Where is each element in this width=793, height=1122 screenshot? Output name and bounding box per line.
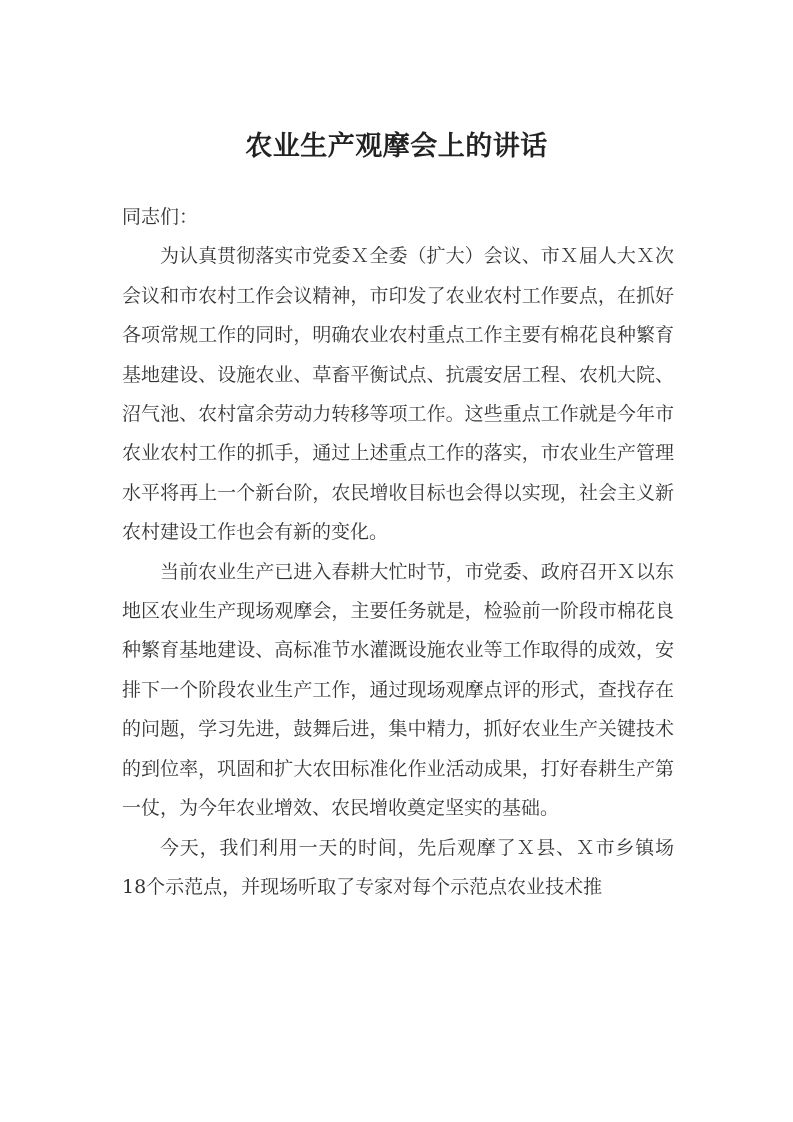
document-title: 农业生产观摩会上的讲话 xyxy=(245,131,548,162)
document-body xyxy=(122,198,674,907)
paragraph-1: 为认真贯彻落实市党委Ｘ全委（扩大）会议、市Ｘ届人大Ｘ次会议和市农村工作会议精神，市印发了农业农村工作要点，在抓好各项常规工作的同时，明确农业农村重点工作主要有棉花良种繁育基地建设、设施农业、草畜平衡试点、抗震安居工程、农机大院、沼气池、农村富余劳动力转移等项工作。这些重点工作就是今年市农业农村工作的抓手，通过上述重点工作的落实，市农业生产管理水平将再上一个新台阶，农民增收目标也会得以实现，社会主义新农村建设工作也会有新的变化。 xyxy=(122,245,674,544)
paragraph-3: 今天，我们利用一天的时间，先后观摩了Ｘ县、Ｘ市乡镇场18个示范点，并现场听取了专家对每个示范点农业技术推 xyxy=(122,836,674,898)
salutation: 同志们： xyxy=(122,206,199,228)
paragraph-2: 当前农业生产已进入春耕大忙时节，市党委、政府召开Ｘ以东地区农业生产现场观摩会，主要任务就是，检验前一阶段市棉花良种繁育基地建设、高标准节水灌溉设施农业等工作取得的成效，安排下一个阶段农业生产工作，通过现场观摩点评的形式，查找存在的问题，学习先进，鼓舞后进，集中精力，抓好农业生产关键技术的到位率，巩固和扩大农田标准化作业活动成果，打好春耕生产第一仗，为今年农业增效、农民增收奠定坚实的基础。 xyxy=(122,560,674,820)
